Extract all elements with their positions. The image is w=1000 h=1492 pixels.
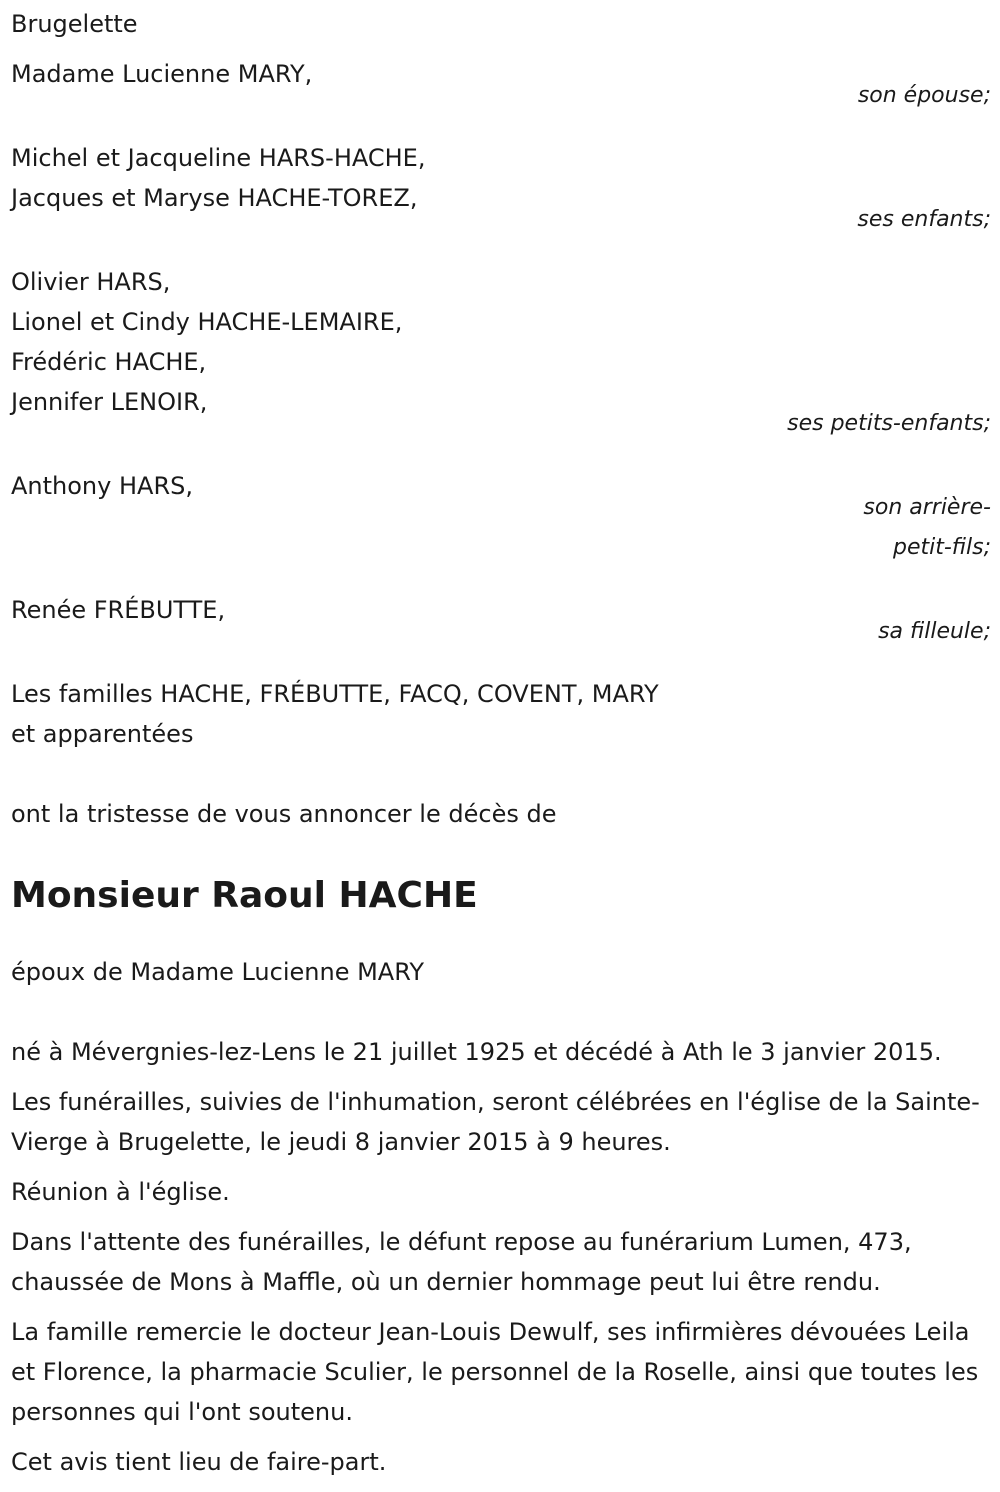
family-member-name: Olivier HARS, — [11, 268, 171, 296]
place-name: Brugelette — [11, 10, 138, 38]
family-role-label: sa filleule; — [878, 619, 991, 644]
family-group-spouse — [11, 54, 991, 116]
family-member-name: Lionel et Cindy HACHE-LEMAIRE, — [11, 308, 403, 336]
family-group-great-grandson — [11, 466, 991, 568]
family-group-goddaughter — [11, 590, 991, 652]
family-role-label: petit-fils; — [892, 535, 991, 560]
family-member-name: Madame Lucienne MARY, — [11, 60, 313, 88]
thanks-paragraph: La famille remercie le docteur Jean-Louis Dewulf, ses infirmières dévouées Leila et Florence, la pharmacie Sculier, le personnel de la Roselle, ainsi que toutes les personnes qui l'ont soutenu. — [11, 1318, 979, 1426]
spouse-line: époux de Madame Lucienne MARY — [11, 958, 425, 986]
family-member-name: Renée FRÉBUTTE, — [11, 596, 226, 624]
viewing-paragraph: Dans l'attente des funérailles, le défunt repose au funérarium Lumen, 473, chaussée de Mons à Maffle, où un dernier hommage peut lui être rendu. — [11, 1228, 912, 1296]
family-member-name: Jacques et Maryse HACHE-TOREZ, — [11, 184, 418, 212]
announcement-text: ont la tristesse de vous annoncer le décès de — [11, 800, 557, 828]
family-group-children — [11, 138, 991, 240]
gathering-paragraph: Réunion à l'église. — [11, 1178, 230, 1206]
families-line: Les familles HACHE, FRÉBUTTE, FACQ, COVENT, MARY — [11, 680, 659, 708]
obituary-notice — [11, 4, 991, 1492]
family-member-name: Jennifer LENOIR, — [11, 388, 208, 416]
families-list — [11, 674, 991, 754]
family-member-name: Michel et Jacqueline HARS-HACHE, — [11, 144, 426, 172]
funeral-paragraph: Les funérailles, suivies de l'inhumation, seront célébrées en l'église de la Sainte-Vierge à Brugelette, le jeudi 8 janvier 2015 à 9 heures. — [11, 1088, 980, 1156]
family-member-name: Frédéric HACHE, — [11, 348, 207, 376]
deceased-name: Monsieur Raoul HACHE — [11, 875, 478, 916]
families-line: et apparentées — [11, 720, 194, 748]
closing-paragraph: Cet avis tient lieu de faire-part. — [11, 1448, 387, 1476]
family-role-label: ses enfants; — [857, 207, 991, 232]
family-role-label: son arrière- — [863, 495, 991, 520]
family-member-name: Anthony HARS, — [11, 472, 193, 500]
family-group-grandchildren — [11, 262, 991, 444]
family-role-label: son épouse; — [857, 83, 991, 108]
family-role-label: ses petits-enfants; — [787, 411, 991, 436]
birth-death-paragraph: né à Mévergnies-lez-Lens le 21 juillet 1925 et décédé à Ath le 3 janvier 2015. — [11, 1038, 942, 1066]
